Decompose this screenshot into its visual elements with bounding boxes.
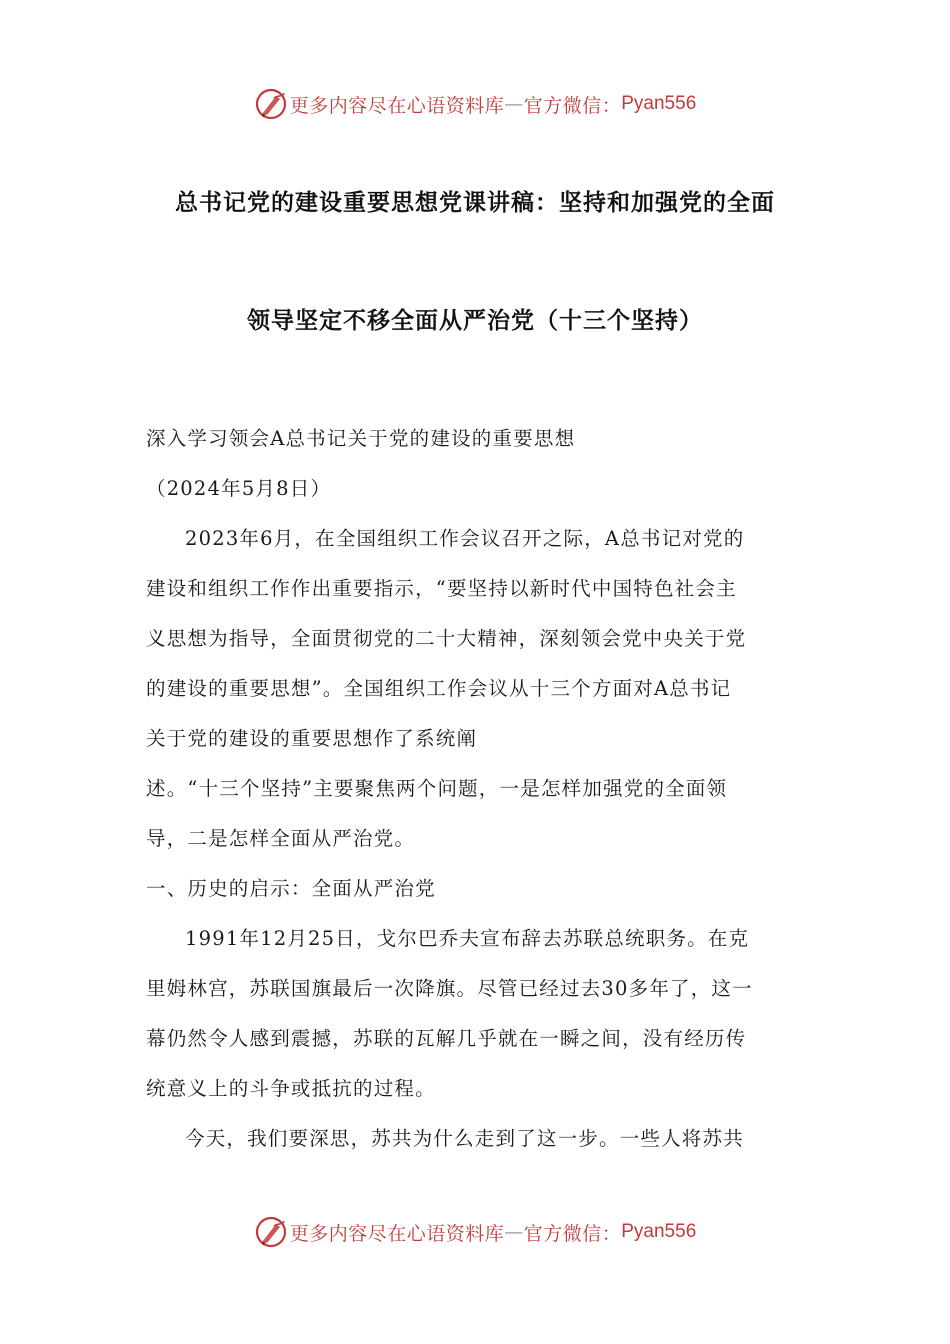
pen-logo-icon	[254, 87, 288, 121]
section-heading-1: 一、历史的启示：全面从严治党	[146, 877, 436, 900]
watermark-wechat-label: 官方微信：	[523, 94, 622, 117]
document-title-line-2: 领导坚定不移全面从严治党（十三个坚持）	[247, 308, 703, 334]
watermark-text: 更多内容尽在心语资料库	[289, 94, 505, 117]
paragraph-1: 2023年6月，在全国组织工作会议召开之际，A总书记对党的 建设和组织工作作出重要指示，“要坚持以新时代中国特色社会主 义思想为指导，全面贯彻党的二十大精神，深刻领会党中央关于党 的建设的重要思想”。全国组织工作会议从十三个方面对A总书记 关于党的建设的重要思想作了系统阐 述。“十三个坚持”主要聚焦两个问题，一是怎样加强党的全面领 导，二是怎样全面从严治党。	[146, 527, 747, 850]
paragraph-3: 今天，我们要深思，苏共为什么走到了这一步。一些人将苏共	[185, 1127, 744, 1150]
document-subtitle: 深入学习领会A总书记关于党的建设的重要思想	[146, 427, 576, 450]
watermark-separator: —	[504, 93, 524, 115]
pen-logo-icon	[254, 1215, 288, 1249]
document-date: （2024年5月8日）	[146, 477, 332, 500]
paragraph-2: 1991年12月25日，戈尔巴乔夫宣布辞去苏联总统职务。在克 里姆林宫，苏联国旗最后一次降旗。尽管已经过去30多年了，这一 幕仍然令人感到震撼，苏联的瓦解几乎就在一瞬之间，没有经历传 统意义上的斗争或抵抗的过程。	[146, 927, 753, 1100]
watermark-wechat-label: 官方微信：	[523, 1222, 622, 1245]
header-watermark	[0, 84, 950, 124]
document-body	[146, 414, 806, 1164]
watermark-wechat-id: Pyan556	[621, 1221, 697, 1242]
watermark-wechat-id: Pyan556	[621, 93, 697, 114]
footer-watermark	[0, 1212, 950, 1252]
watermark-separator: —	[504, 1221, 524, 1243]
document-title-line-1: 总书记党的建设重要思想党课讲稿：坚持和加强党的全面	[175, 190, 775, 216]
watermark-text: 更多内容尽在心语资料库	[289, 1222, 505, 1245]
